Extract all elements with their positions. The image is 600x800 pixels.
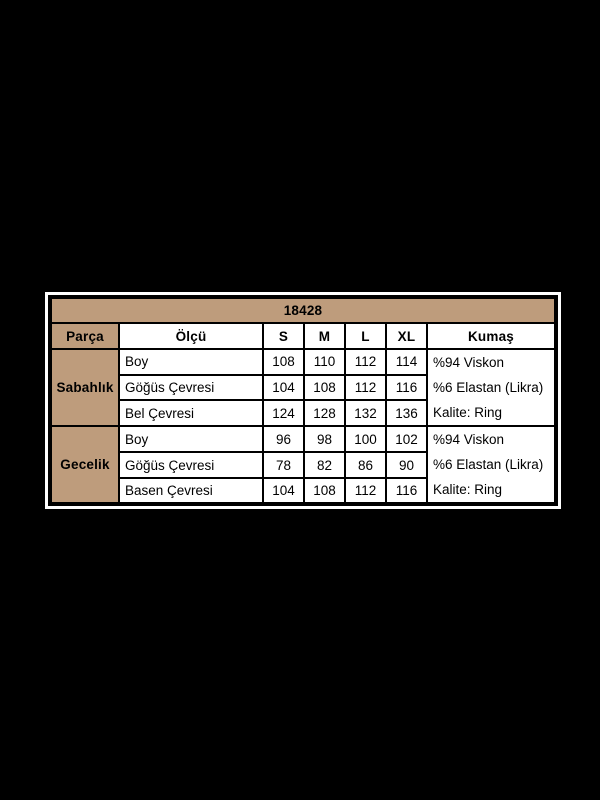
measure-label: Göğüs Çevresi	[119, 452, 263, 478]
product-code-cell: 18428	[50, 297, 556, 323]
value-l: 132	[345, 400, 386, 426]
value-m: 108	[304, 375, 345, 401]
value-xl: 116	[386, 478, 427, 504]
col-header-size-l: L	[345, 323, 386, 349]
fabric-line: Kalite: Ring	[433, 405, 503, 420]
size-chart-table	[48, 295, 558, 506]
table-row	[50, 349, 556, 375]
measure-label: Boy	[119, 426, 263, 452]
fabric-info-sabahlik	[427, 349, 556, 426]
group-header-sabahlik: Sabahlık	[50, 349, 119, 426]
col-header-size-m: M	[304, 323, 345, 349]
fabric-line: %94 Viskon	[433, 355, 505, 370]
fabric-line: %94 Viskon	[433, 432, 505, 447]
value-m: 128	[304, 400, 345, 426]
col-header-olcu: Ölçü	[119, 323, 263, 349]
value-l: 112	[345, 478, 386, 504]
value-l: 100	[345, 426, 386, 452]
value-xl: 116	[386, 375, 427, 401]
table-row	[50, 426, 556, 452]
measure-label: Basen Çevresi	[119, 478, 263, 504]
value-s: 104	[263, 478, 304, 504]
fabric-line: %6 Elastan (Likra)	[433, 380, 544, 395]
group-header-gecelik: Gecelik	[50, 426, 119, 504]
fabric-line: %6 Elastan (Likra)	[433, 457, 544, 472]
col-header-size-xl: XL	[386, 323, 427, 349]
fabric-line: Kalite: Ring	[433, 482, 503, 497]
value-l: 112	[345, 375, 386, 401]
value-m: 108	[304, 478, 345, 504]
value-s: 108	[263, 349, 304, 375]
value-l: 86	[345, 452, 386, 478]
fabric-info-gecelik	[427, 426, 556, 504]
column-header-row	[50, 323, 556, 349]
value-m: 98	[304, 426, 345, 452]
value-xl: 136	[386, 400, 427, 426]
measure-label: Göğüs Çevresi	[119, 375, 263, 401]
value-m: 82	[304, 452, 345, 478]
value-xl: 102	[386, 426, 427, 452]
col-header-size-s: S	[263, 323, 304, 349]
size-chart-frame	[45, 292, 561, 509]
measure-label: Boy	[119, 349, 263, 375]
col-header-parca: Parça	[50, 323, 119, 349]
value-xl: 90	[386, 452, 427, 478]
value-l: 112	[345, 349, 386, 375]
value-s: 78	[263, 452, 304, 478]
product-code-row	[50, 297, 556, 323]
value-xl: 114	[386, 349, 427, 375]
value-m: 110	[304, 349, 345, 375]
measure-label: Bel Çevresi	[119, 400, 263, 426]
value-s: 104	[263, 375, 304, 401]
value-s: 124	[263, 400, 304, 426]
value-s: 96	[263, 426, 304, 452]
col-header-kumas: Kumaş	[427, 323, 556, 349]
